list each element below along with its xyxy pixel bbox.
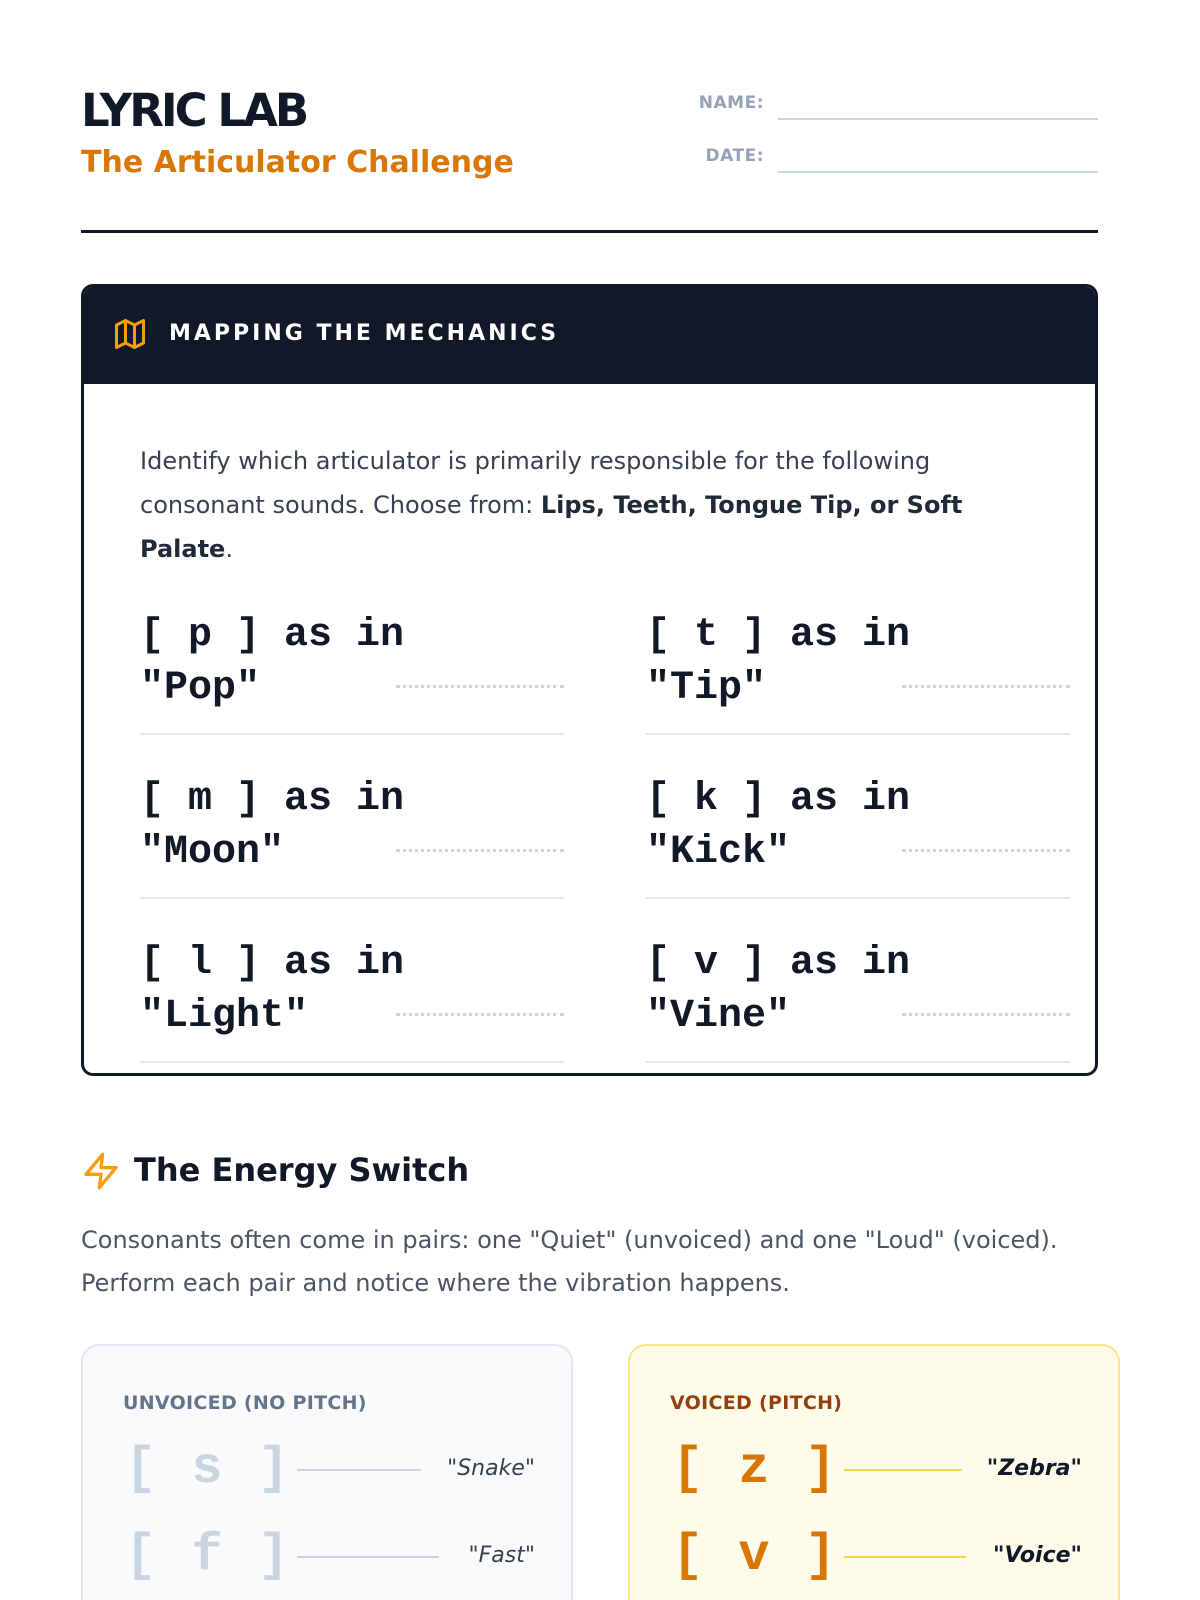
voiced-panel — [628, 1344, 1120, 1600]
date-field[interactable] — [778, 171, 1098, 173]
date-row — [698, 141, 1098, 194]
consonant-symbol: [ v ] — [672, 1526, 839, 1585]
consonant-prompt: [ l ] as in "Light" — [140, 941, 405, 1039]
energy-title: The Energy Switch — [134, 1151, 470, 1189]
name-field[interactable] — [778, 118, 1098, 120]
unvoiced-panel — [81, 1344, 573, 1600]
pair-row — [125, 1434, 535, 1504]
articulator-item — [140, 613, 564, 735]
name-row — [698, 88, 1098, 141]
example-word: "Zebra" — [986, 1456, 1082, 1481]
answer-blank[interactable] — [902, 685, 1070, 688]
consonant-prompt: [ k ] as in "Kick" — [646, 777, 911, 875]
unvoiced-label: UNVOICED (NO PITCH) — [123, 1392, 367, 1414]
consonant-prompt: [ m ] as in "Moon" — [140, 777, 405, 875]
voiced-label: VOICED (PITCH) — [670, 1392, 843, 1414]
articulator-item — [646, 613, 1070, 735]
pair-row — [672, 1434, 1082, 1504]
student-meta — [698, 88, 1098, 194]
example-word: "Voice" — [993, 1543, 1082, 1568]
pair-connector — [844, 1556, 966, 1558]
consonant-prompt: [ t ] as in "Tip" — [646, 613, 911, 711]
date-label: DATE: — [705, 146, 764, 166]
articulator-item — [646, 941, 1070, 1063]
answer-blank[interactable] — [396, 849, 564, 852]
answer-blank[interactable] — [396, 1013, 564, 1016]
pair-row — [672, 1521, 1082, 1591]
consonant-symbol: [ z ] — [672, 1439, 839, 1498]
page-subtitle: The Articulator Challenge — [81, 145, 514, 180]
articulator-item — [140, 941, 564, 1063]
pair-connector — [297, 1469, 421, 1471]
consonant-symbol: [ s ] — [125, 1439, 292, 1498]
mapping-card — [81, 284, 1098, 1076]
instructions-options: Lips, Teeth, Tongue Tip, or Soft Palate — [140, 491, 963, 563]
mapping-card-header — [84, 287, 1095, 384]
consonant-prompt: [ p ] as in "Pop" — [140, 613, 405, 711]
pair-connector — [844, 1469, 962, 1471]
example-word: "Fast" — [468, 1543, 535, 1568]
pair-row — [125, 1521, 535, 1591]
lightning-icon — [81, 1151, 121, 1191]
example-word: "Snake" — [447, 1456, 535, 1481]
mapping-card-body — [84, 384, 1095, 1076]
instructions-end: . — [225, 535, 233, 563]
map-icon — [112, 316, 148, 352]
answer-blank[interactable] — [396, 685, 564, 688]
instructions-intro: Identify which articulator is primarily responsible for the following consonant sounds. Choose from: — [140, 447, 931, 519]
articulator-item — [646, 777, 1070, 899]
pair-connector — [297, 1556, 439, 1558]
energy-description: Consonants often come in pairs: one "Quiet" (unvoiced) and one "Loud" (voiced). Perform each pair and notice where the vibration happens. — [81, 1226, 1058, 1297]
answer-blank[interactable] — [902, 1013, 1070, 1016]
worksheet-header — [81, 80, 1098, 233]
page-title: LYRIC LAB — [81, 84, 307, 137]
articulator-item — [140, 777, 564, 899]
articulator-grid — [140, 613, 1041, 1076]
mapping-instructions — [140, 439, 1060, 571]
answer-blank[interactable] — [902, 849, 1070, 852]
consonant-prompt: [ v ] as in "Vine" — [646, 941, 911, 1039]
consonant-symbol: [ f ] — [125, 1526, 292, 1585]
mapping-title: MAPPING THE MECHANICS — [169, 321, 560, 346]
name-label: NAME: — [698, 93, 764, 113]
